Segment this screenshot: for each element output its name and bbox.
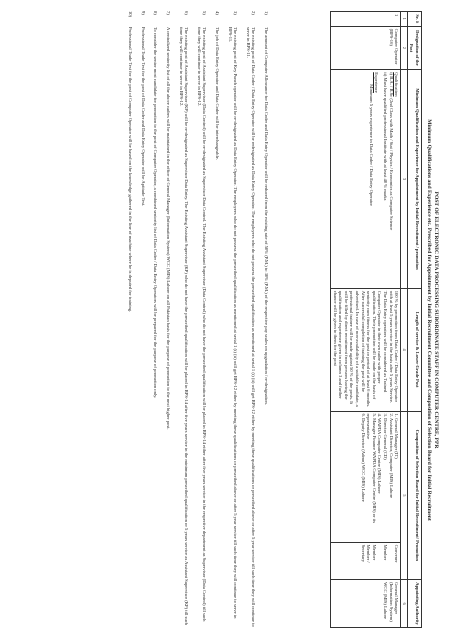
note-number: 1) xyxy=(264,11,269,15)
note-item xyxy=(245,11,256,628)
note-text: The existing post of Key Punch operator will be re-designated as Data Entry Operator. The employees who do not possess the prescribed qualification as mentioned at serial 1 (i) (ii) will get BPS-12 either by meeting these qualifications or prescribed above or after 5 year service till such time they will continue to serve in BPS-11. xyxy=(227,27,239,619)
note-item xyxy=(227,11,238,628)
note-number: 3) xyxy=(233,11,239,15)
note-text: To consider the senior most candidate for promotion to the post of Computer Operator, a combined seniority list of Data Coder / Data Entry Operators will be prepared for the purpose of promotion only. xyxy=(153,27,159,399)
index-cell: 4 xyxy=(401,288,408,411)
row-composition xyxy=(331,411,401,542)
table-index-row xyxy=(401,12,408,628)
board-role xyxy=(388,545,394,577)
board-member: 6. Deputy Director (Admn) WCC (MIS) Lahore xyxy=(360,413,366,502)
row-sr: 1 xyxy=(331,12,401,27)
notes-list xyxy=(121,11,269,628)
board-member: 4. WAPDA Computer Centre (MIS) Lahore xyxy=(377,413,383,494)
table-row xyxy=(331,12,401,628)
experience-text: Minimum 5 years experience in Data Coder / Data Entry Operator xyxy=(368,84,374,206)
qualification-item: ii) Must have qualified professional Institute with at least 40 % marks xyxy=(383,72,389,201)
board-member: 5. Manager Finance WAPDA Computer Centre (MIS) or its representative xyxy=(366,413,377,524)
header-appointing-authority: Appointing Authority xyxy=(407,580,421,628)
row-designation: Computer Operator (BPS-16) xyxy=(331,26,401,70)
row-qualification xyxy=(331,70,401,289)
note-text: The existing post of Assistant Supervisor (KP) will be re-designated as Supervisor Data Entry. The Existing Assistant Supervisor (KP) who do not have the prescribed qualification will be placed in BPS-14 after five years service in the minimum prescribed qualification or 5 years service as Assistant Supervisor (KP) till such time they will continue to serve in BPS-12. xyxy=(178,27,190,625)
board-role: Member xyxy=(371,544,377,561)
note-number: 8) xyxy=(153,11,159,15)
board-role: Member / Secretary xyxy=(360,544,372,563)
header-composition: Composition of Selection Board for Initial Recruitment/ Promotion xyxy=(407,411,421,580)
row-length-of-service: 100 % by promotion from Data Coder / Data Entry Operator with at least 5 years service in the basis after 5 years Service. The Data Entry operators will be considered as Trained Computer Operator in their own cadre with proper qualification. Their promotion will be made on the basis of seniority cum fitness for the post or period of at least 6 months. After successful completion of training the post will be advertised. In case of non-availability of a suitable candidate, a professional trainee will be made against 50 % of the posts. It will be filled by direct recruitment from persons having the qualification and experience given in column 3 and further chance will be given to them for the post xyxy=(331,288,401,411)
note-text: The job of Data Entry Operator and Data Coder will be interchangeable. xyxy=(215,27,221,160)
note-item xyxy=(214,11,220,628)
note-number: 5) xyxy=(202,11,208,15)
note-text: Professional Trade Test for the post of Data Coder and Data Entry Operator will be Aptitude Test. xyxy=(140,27,146,207)
header-sr: Sr. # xyxy=(407,12,421,27)
qualification-heading: Qualification xyxy=(394,72,400,97)
note-item xyxy=(128,11,134,628)
index-cell: 3 xyxy=(401,70,408,289)
board-member: 3. Director General (CD) xyxy=(383,413,389,460)
table-header-row xyxy=(407,12,421,628)
board-member: 2. Assistant Director, Computer (MIS) Lahore xyxy=(388,413,394,499)
qualification-table xyxy=(330,11,422,628)
header-min-qualification: Minimum Qualification and Experience for Appointment by Initial Recruitment / promotion xyxy=(407,70,421,289)
row-appointing-authority: General Manager (Information System) WCC (MIS) Lahore xyxy=(331,580,401,628)
note-text: Professional Trade Test for the post of Computer Operator will be based on the knowledge gathered in the line of machine where he is deputed for training. xyxy=(128,27,134,313)
note-number: 7) xyxy=(166,11,172,15)
note-number: 4) xyxy=(215,11,221,15)
note-number: 9) xyxy=(140,11,146,15)
document-title: POST OF ELECTRONIC DATA PROCESSING SUBORDINATE STAFF IN COMPUTER CENTRE, PPR xyxy=(433,191,439,449)
index-cell: 6 xyxy=(401,580,408,628)
note-item xyxy=(178,11,189,628)
note-item xyxy=(140,11,146,628)
header-length-of-service: Length of service & Lower Grade Post xyxy=(407,288,421,411)
board-role: Member xyxy=(383,544,389,561)
note-text: The existing post of Assistant Supervisor (Data Control) will be re-designated as Supervisor Data Control. The Existing Assistant Supervisor (Data Control) who do not have the prescribed qualification will be placed in BPS-14 either after five years service in the respective department as Supervisor (Data Control) till such time they will continue to serve in BPS-12. xyxy=(196,27,208,622)
index-cell: 5 xyxy=(401,411,408,580)
note-item xyxy=(263,11,269,628)
note-item xyxy=(196,11,207,628)
note-text: The amount of Computer Allowance for Data Coder and Data Entry Operator will be reduced from the existing rate of 50% (P.M.) to 30% (P.M.) of the respective pay scales on upgradation / re-designation. xyxy=(264,27,269,405)
note-number: 2) xyxy=(251,11,257,15)
qualification-item: i) B.A. / B.Sc (2nd Class with Math / Stat / Physics / Economics as Computer Science xyxy=(388,72,394,231)
note-number: 10) xyxy=(128,11,134,18)
note-text: A centralized seniority list of all the above cadres will be maintained in the office of General Manager (Information System) WCC (MIS) Lahore on all Pakistan basis for the purpose of promotion to the next higher post. xyxy=(166,27,172,430)
row-roles xyxy=(331,542,401,579)
index-cell: 1 xyxy=(401,12,408,27)
note-text: The existing post of Data Coder / Data Entry Operator will be redesignated as Data Entry Operator. The employees who do not possess the prescribed qualification as mentioned at serial 1 (i) (ii) will get BPS-12 either by meeting these qualifications or prescribed above or after 5 year service till such time they will continue to serve in BPS-11. xyxy=(245,27,257,627)
index-cell: 2 xyxy=(401,26,408,70)
header-designation: Designation of the Post xyxy=(407,26,421,70)
note-number: 6) xyxy=(184,11,190,15)
note-item xyxy=(165,11,171,628)
board-role: Convener xyxy=(394,544,400,563)
board-member: 1. General Manager (IT) xyxy=(394,413,400,459)
note-item xyxy=(153,11,159,628)
experience-heading: Experience xyxy=(374,72,380,93)
document-subtitle: Minimum Qualifications and Experience etc. Prescribed for Appointment by Initial Recruitment Committee and Composition of Selection Board for Initial Recruitment xyxy=(426,119,432,521)
